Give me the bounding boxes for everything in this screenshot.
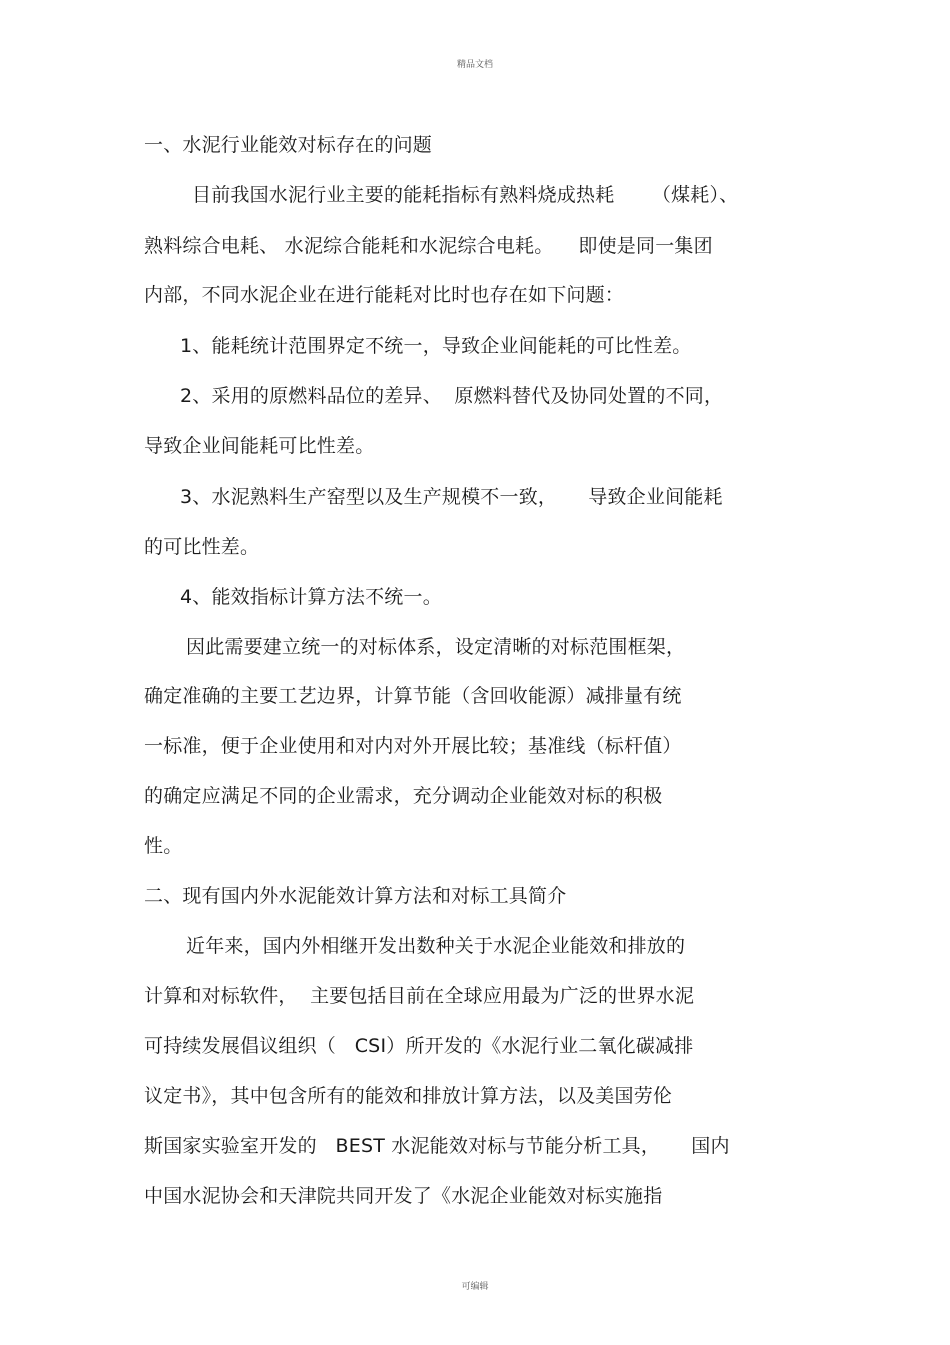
text-line: 目前我国水泥行业主要的能耗指标有熟料烧成热耗 （煤耗）、 xyxy=(192,184,739,206)
text-line: 可持续发展倡议组织（ CSI）所开发的《水泥行业二氧化碳减排 xyxy=(144,1035,694,1057)
text-line: 斯国家实验室开发的 BEST 水泥能效对标与节能分析工具， 国内 xyxy=(144,1135,730,1157)
section-heading: 一、水泥行业能效对标存在的问题 xyxy=(144,134,433,156)
section-heading: 二、现有国内外水泥能效计算方法和对标工具简介 xyxy=(144,885,567,907)
text-line: 内部，不同水泥企业在进行能耗对比时也存在如下问题： xyxy=(144,284,625,306)
text-line: 的可比性差。 xyxy=(144,536,260,558)
text-line: 议定书》，其中包含所有的能效和排放计算方法，以及美国劳伦 xyxy=(144,1085,673,1107)
text-line: 性。 xyxy=(144,835,183,857)
header-watermark: 精品文档 xyxy=(456,60,493,70)
text-line: 计算和对标软件， 主要包括目前在全球应用最为广泛的世界水泥 xyxy=(144,985,695,1007)
text-line: 熟料综合电耗、 水泥综合能耗和水泥综合电耗。 即使是同一集团 xyxy=(144,235,713,257)
text-line: 中国水泥协会和天津院共同开发了《水泥企业能效对标实施指 xyxy=(144,1185,663,1207)
text-line: 1、能耗统计范围界定不统一，导致企业间能耗的可比性差。 xyxy=(180,335,692,357)
text-line: 近年来，国内外相继开发出数种关于水泥企业能效和排放的 xyxy=(186,935,686,957)
text-line: 导致企业间能耗可比性差。 xyxy=(144,435,375,457)
text-line: 2、采用的原燃料品位的差异、 原燃料替代及协同处置的不同， xyxy=(180,385,724,407)
footer-watermark: 可编辑 xyxy=(461,1282,489,1292)
text-line: 4、能效指标计算方法不统一。 xyxy=(180,586,442,608)
text-line: 3、水泥熟料生产窑型以及生产规模不一致， 导致企业间能耗 xyxy=(180,486,723,508)
text-line: 的确定应满足不同的企业需求，充分调动企业能效对标的积极 xyxy=(144,785,663,807)
text-line: 一标准，便于企业使用和对内对外开展比较；基准线（标杆值） xyxy=(144,735,682,757)
text-line: 确定准确的主要工艺边界，计算节能（含回收能源）减排量有统 xyxy=(144,685,682,707)
text-line: 因此需要建立统一的对标体系，设定清晰的对标范围框架， xyxy=(186,636,686,658)
